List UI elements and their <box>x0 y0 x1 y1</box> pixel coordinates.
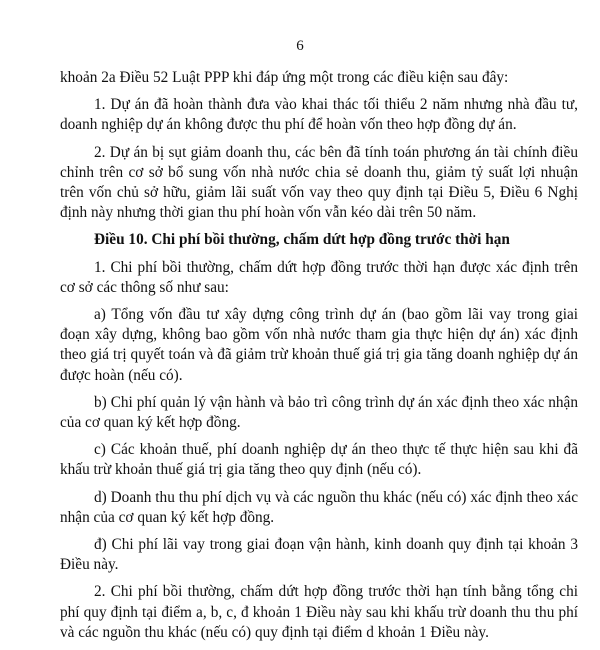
paragraph-condition-1: 1. Dự án đã hoàn thành đưa vào khai thác tối thiểu 2 năm nhưng nhà đầu tư, doanh nghiệp dự án không được thu phí để hoàn vốn theo hợp đồng dự án. <box>60 96 578 134</box>
paragraph-point-d: d) Doanh thu thu phí dịch vụ và các nguồn thu khác (nếu có) xác định theo xác nhận của cơ quan ký kết hợp đồng. <box>60 488 578 526</box>
paragraph-point-b: b) Chi phí quản lý vận hành và bảo trì công trình dự án xác định theo xác nhận của cơ quan ký kết hợp đồng. <box>60 393 578 432</box>
paragraph-clause-2: 2. Chi phí bồi thường, chấm dứt hợp đồng trước thời hạn tính bằng tổng chi phí quy định tại điểm a, b, c, đ khoản 1 Điều này sau khi khấu trừ doanh thu thu phí và các nguồn thu khác (nếu có) quy định tại điểm d khoản 1 Điều này. <box>60 583 578 641</box>
paragraph-point-dd: đ) Chi phí lãi vay trong giai đoạn vận hành, kinh doanh quy định tại khoản 3 Điều này. <box>60 536 578 574</box>
article-10-heading: Điều 10. Chi phí bồi thường, chấm dứt hợp đồng trước thời hạn <box>94 231 510 249</box>
paragraph-continuation: khoản 2a Điều 52 Luật PPP khi đáp ứng một trong các điều kiện sau đây: <box>60 69 509 86</box>
page-number: 6 <box>296 38 304 54</box>
paragraph-point-a: a) Tổng vốn đầu tư xây dựng công trình dự án (bao gồm lãi vay trong giai đoạn xây dựng, không bao gồm vốn nhà nước tham gia thực hiện dự án) xác định theo giá trị quyết toán và đã giảm trừ khoản thuế giá trị gia tăng doanh nghiệp dự án được hoàn (nếu có). <box>60 306 578 384</box>
paragraph-condition-2: 2. Dự án bị sụt giảm doanh thu, các bên đã tính toán phương án tài chính điều chỉnh trên cơ sở bổ sung vốn nhà nước chia sẻ doanh thu, giảm tỷ suất lợi nhuận trên vốn chủ sở hữu, giảm lãi suất vốn vay theo quy định tại Điều 5, Điều 6 Nghị định này nhưng thời gian thu phí hoàn vốn vẫn kéo dài trên 50 năm. <box>60 143 578 222</box>
document-body <box>60 68 578 650</box>
paragraph-point-c: c) Các khoản thuế, phí doanh nghiệp dự án theo thực tế thực hiện sau khi đã khấu trừ khoản thuế giá trị gia tăng theo quy định (nếu có). <box>60 441 578 479</box>
paragraph-clause-1: 1. Chi phí bồi thường, chấm dứt hợp đồng trước thời hạn được xác định trên cơ sở các thông số như sau: <box>60 258 578 296</box>
